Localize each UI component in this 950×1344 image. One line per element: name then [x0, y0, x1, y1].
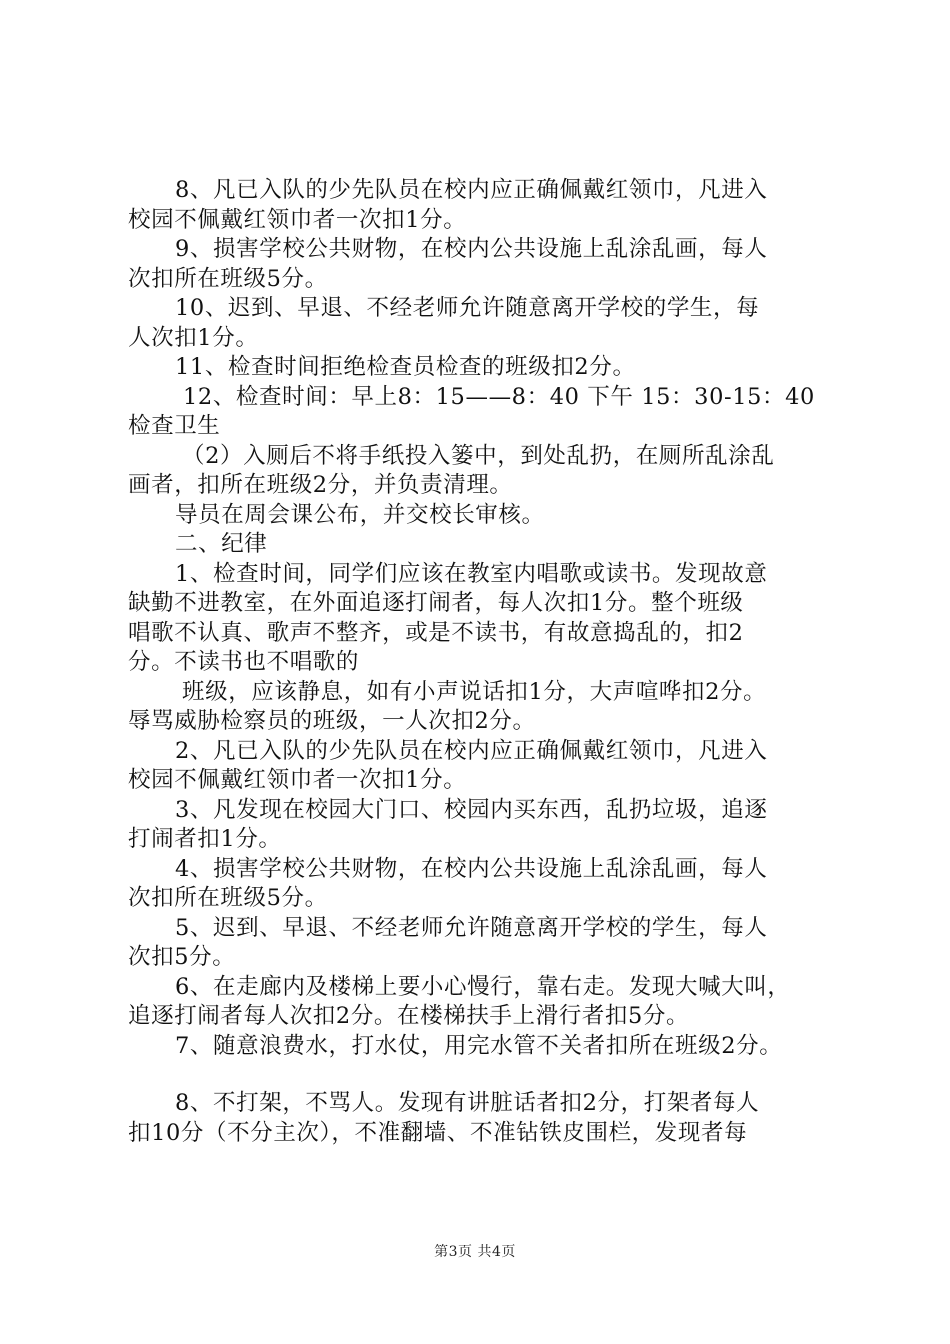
text-line: 12、检查时间：早上8：15——8：40 下午 15：30-15：40	[183, 383, 815, 410]
text-line: 4、损害学校公共财物，在校内公共设施上乱涂乱画，每人	[175, 855, 768, 882]
text-line: 10、迟到、早退、不经老师允许随意离开学校的学生，每	[175, 295, 760, 321]
text-line: 9、损害学校公共财物，在校内公共设施上乱涂乱画，每人	[175, 236, 768, 262]
text-line: 缺勤不进教室，在外面追逐打闹者，每人次扣1分。整个班级	[128, 590, 744, 616]
text-line: 8、不打架，不骂人。发现有讲脏话者扣2分，打架者每人	[175, 1090, 760, 1116]
page-number-footer: 第3页 共4页	[434, 1244, 516, 1260]
text-line: 导员在周会课公布，并交校长审核。	[175, 501, 545, 528]
text-line: 画者，扣所在班级2分，并负责清理。	[128, 472, 513, 498]
text-line: 次扣所在班级5分。	[128, 265, 328, 292]
text-line: 分。不读书也不唱歌的	[128, 649, 360, 675]
text-line: 辱骂威胁检察员的班级，一人次扣2分。	[128, 708, 536, 734]
text-line: 7、随意浪费水，打水仗，用完水管不关者扣所在班级2分。	[175, 1032, 783, 1059]
text-line: 1、检查时间，同学们应该在教室内唱歌或读书。发现故意	[175, 560, 768, 587]
document-body	[128, 176, 833, 1148]
text-line: 扣10分（不分主次），不准翻墙、不准钻铁皮围栏，发现者每	[128, 1119, 748, 1146]
text-line: 5、迟到、早退、不经老师允许随意离开学校的学生，每人	[175, 914, 768, 941]
text-line: 11、检查时间拒绝检查员检查的班级扣2分。	[175, 354, 636, 380]
text-line: 唱歌不认真、歌声不整齐，或是不读书，有故意捣乱的，扣2	[128, 619, 744, 646]
text-line: 追逐打闹者每人次扣2分。在楼梯扶手上滑行者扣5分。	[128, 1003, 690, 1029]
text-line: 2、凡已入队的少先队员在校内应正确佩戴红领巾，凡进入	[175, 737, 768, 764]
text-line: 人次扣1分。	[128, 324, 259, 351]
paragraph-gap	[128, 1061, 833, 1089]
text-line: 检查卫生	[128, 413, 221, 439]
text-line: （2）入厕后不将手纸投入篓中，到处乱扔，在厕所乱涂乱	[182, 442, 775, 469]
text-line: 校园不佩戴红领巾者一次扣1分。	[128, 767, 467, 793]
section-heading: 二、纪律	[175, 531, 268, 557]
text-line: 班级，应该静息，如有小声说话扣1分，大声喧哗扣2分。	[182, 678, 767, 705]
text-line: 6、在走廊内及楼梯上要小心慢行，靠右走。发现大喊大叫，	[175, 973, 791, 1000]
text-line: 8、凡已入队的少先队员在校内应正确佩戴红领巾，凡进入	[175, 177, 768, 203]
text-line: 3、凡发现在校园大门口、校园内买东西，乱扔垃圾，追逐	[175, 796, 768, 823]
text-line: 次扣5分。	[128, 944, 236, 970]
text-line: 次扣所在班级5分。	[128, 885, 328, 911]
text-line: 打闹者扣1分。	[128, 826, 282, 852]
text-line: 校园不佩戴红领巾者一次扣1分。	[128, 206, 467, 233]
